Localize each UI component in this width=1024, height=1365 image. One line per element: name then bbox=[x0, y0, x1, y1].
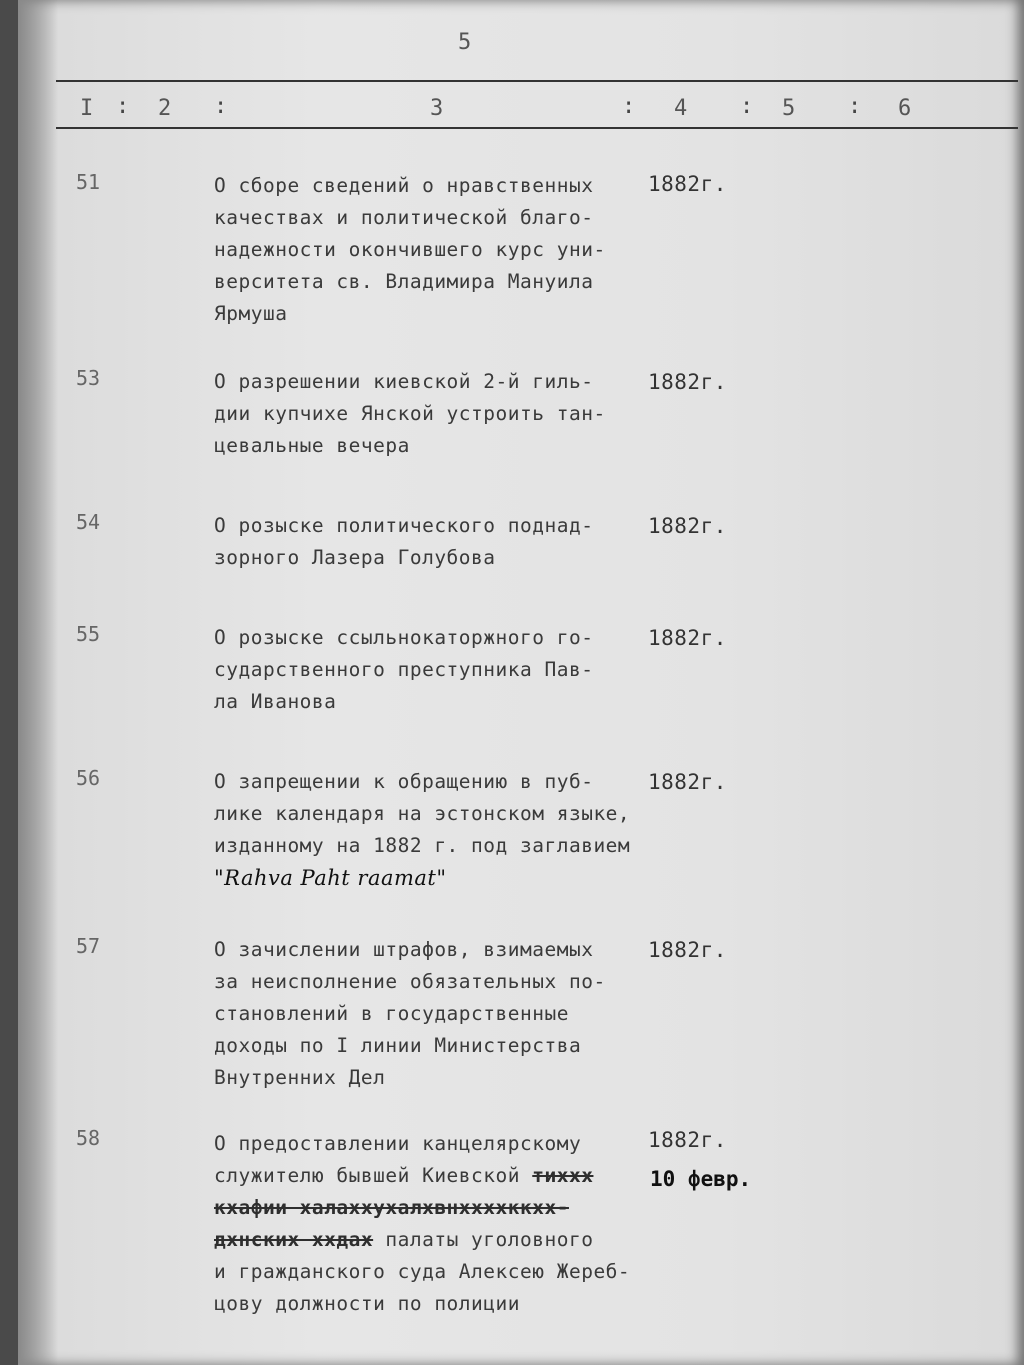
column-header-4: 4 bbox=[674, 96, 688, 121]
column-header-1: I bbox=[80, 96, 94, 121]
entry-number: 55 bbox=[76, 622, 101, 646]
entry-line: О розыске политического поднад- bbox=[214, 514, 594, 537]
entry-year: 1882г. bbox=[648, 626, 727, 650]
header-rule-top bbox=[56, 80, 1018, 82]
handwritten-title: "Rahva Paht raamat" bbox=[214, 866, 447, 890]
entry-line: верситета св. Владимира Мануила bbox=[214, 270, 594, 293]
entry-title bbox=[214, 170, 654, 330]
entry-line: изданному на 1882 г. под заглавием bbox=[214, 834, 631, 857]
column-separator: : bbox=[622, 94, 636, 119]
entry-line: лике календаря на эстонском языке, bbox=[214, 802, 631, 825]
entry-line: О розыске ссыльнокаторжного го- bbox=[214, 626, 594, 649]
entry-title bbox=[214, 366, 654, 462]
entry-year: 1882г. bbox=[648, 172, 727, 196]
document-page bbox=[18, 0, 1024, 1365]
entry-title bbox=[214, 510, 654, 574]
entry-line: зорного Лазера Голубова bbox=[214, 546, 496, 569]
entry-number: 54 bbox=[76, 510, 101, 534]
entry-year: 1882г. bbox=[648, 1128, 727, 1152]
entry-title bbox=[214, 622, 654, 718]
entry-line: ла Иванова bbox=[214, 690, 337, 713]
entry-year: 1882г. bbox=[648, 770, 727, 794]
entry-title bbox=[214, 766, 654, 894]
entry-line: цевальные вечера bbox=[214, 434, 410, 457]
entry-line: дии купчихе Янской устроить тан- bbox=[214, 402, 606, 425]
entry-line bbox=[214, 1160, 664, 1192]
column-separator: : bbox=[214, 94, 228, 119]
entry-line: О зачислении штрафов, взимаемых bbox=[214, 938, 594, 961]
entry-line: О запрещении к обращению в пуб- bbox=[214, 770, 594, 793]
column-header-3: 3 bbox=[430, 96, 444, 121]
entry-line: качествах и политической благо- bbox=[214, 206, 594, 229]
struck-text: тиххх bbox=[532, 1164, 594, 1187]
entry-number: 56 bbox=[76, 766, 101, 790]
column-header-2: 2 bbox=[158, 96, 172, 121]
entry-line: Внутренних Дел bbox=[214, 1066, 386, 1089]
struck-text: кхафии халаххухалхвнххххккхх- bbox=[214, 1196, 569, 1219]
binding-shadow bbox=[18, 0, 58, 1365]
entry-line: сударственного преступника Пав- bbox=[214, 658, 594, 681]
entry-number: 58 bbox=[76, 1126, 101, 1150]
entry-date: 10 февр. bbox=[650, 1167, 752, 1191]
entry-line: О разрешении киевской 2-й гиль- bbox=[214, 370, 594, 393]
entry-line: О предоставлении канцелярскому bbox=[214, 1132, 582, 1155]
entry-line: цову должности по полиции bbox=[214, 1292, 520, 1315]
entry-line: и гражданского суда Алексею Жереб- bbox=[214, 1260, 631, 1283]
column-separator: : bbox=[848, 94, 862, 119]
entry-line-text: палаты уголовного bbox=[385, 1228, 594, 1251]
column-header-5: 5 bbox=[782, 96, 796, 121]
header-rule-bottom bbox=[56, 127, 1018, 129]
entry-line: Ярмуша bbox=[214, 302, 288, 325]
column-separator: : bbox=[740, 94, 754, 119]
entry-line: доходы по I линии Министерства bbox=[214, 1034, 582, 1057]
entry-title bbox=[214, 934, 654, 1094]
entry-number: 57 bbox=[76, 934, 101, 958]
column-separator: : bbox=[116, 94, 130, 119]
entry-number: 53 bbox=[76, 366, 101, 390]
entry-line bbox=[214, 1224, 664, 1256]
column-header-6: 6 bbox=[898, 96, 912, 121]
entry-year: 1882г. bbox=[648, 938, 727, 962]
entry-line-text: служителю бывшей Киевской bbox=[214, 1164, 520, 1187]
entry-line: за неисполнение обязательных по- bbox=[214, 970, 606, 993]
entry-line: О сборе сведений о нравственных bbox=[214, 174, 594, 197]
entry-title bbox=[214, 1128, 664, 1320]
entry-line: становлений в государственные bbox=[214, 1002, 569, 1025]
entry-year: 1882г. bbox=[648, 514, 727, 538]
struck-text: дхнских ххдах bbox=[214, 1228, 374, 1251]
page-number: 5 bbox=[458, 30, 472, 55]
entry-year: 1882г. bbox=[648, 370, 727, 394]
entry-number: 51 bbox=[76, 170, 101, 194]
entry-line: надежности окончившего курс уни- bbox=[214, 238, 606, 261]
